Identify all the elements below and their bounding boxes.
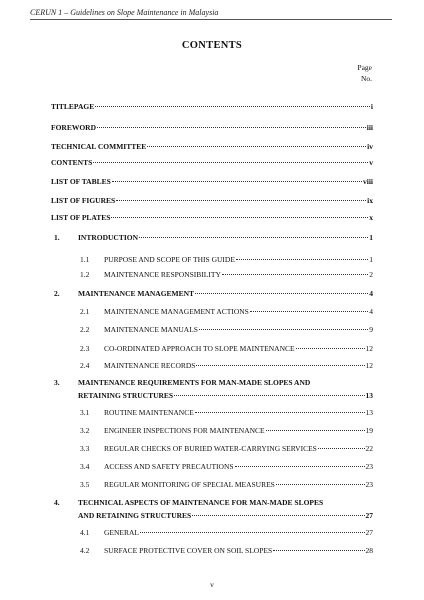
toc-entry-line1: TECHNICAL ASPECTS OF MAINTENANCE FOR MAN-MADE SLOPES [78, 498, 324, 507]
toc-entry-engineer-inspections[interactable]: ENGINEER INSPECTIONS FOR MAINTENANCE 19 [104, 426, 373, 435]
toc-entry-regular-checks[interactable]: REGULAR CHECKS OF BURIED WATER-CARRYING SERVICES 22 [104, 444, 373, 453]
section-number: 3. [54, 378, 60, 387]
section-number: 2.3 [80, 344, 90, 353]
page-title: CONTENTS [181, 40, 243, 51]
toc-entry-foreword[interactable]: FOREWORD iii [51, 123, 373, 132]
page-number-column-heading: Page No. [357, 63, 372, 83]
section-number: 1. [54, 233, 60, 242]
toc-entry-maintenance-manuals[interactable]: MAINTENANCE MANUALS 9 [104, 325, 373, 334]
section-number: 2.4 [80, 361, 90, 370]
toc-entry-surface-protective-cover[interactable]: SURFACE PROTECTIVE COVER ON SOIL SLOPES 28 [104, 546, 373, 555]
toc-entry-maintenance-management-actions[interactable]: MAINTENANCE MANAGEMENT ACTIONS 4 [104, 307, 373, 316]
toc-entry-introduction[interactable]: INTRODUCTION 1 [78, 233, 373, 242]
section-number: 2.1 [80, 307, 90, 316]
section-number: 3.5 [80, 480, 90, 489]
toc-entry-maintenance-management[interactable]: MAINTENANCE MANAGEMENT 4 [78, 289, 373, 298]
toc-entry-titlepage[interactable]: TITLEPAGE i [51, 102, 373, 111]
toc-entry-maintenance-requirements[interactable]: RETAINING STRUCTURES 13 [78, 391, 373, 400]
section-number: 3.2 [80, 426, 90, 435]
section-number: 1.2 [80, 270, 90, 279]
section-number: 3.4 [80, 462, 90, 471]
toc-entry-purpose-and-scope[interactable]: PURPOSE AND SCOPE OF THIS GUIDE 1 [104, 255, 373, 264]
toc-entry-list-of-tables[interactable]: LIST OF TABLES viii [51, 177, 373, 186]
toc-entry-list-of-figures[interactable]: LIST OF FIGURES ix [51, 196, 373, 205]
toc-entry-coordinated-approach[interactable]: CO-ORDINATED APPROACH TO SLOPE MAINTENANCE 12 [104, 344, 373, 353]
toc-entry-list-of-plates[interactable]: LIST OF PLATES x [51, 213, 373, 222]
toc-entry-general[interactable]: GENERAL 27 [104, 528, 373, 537]
section-number: 4. [54, 498, 60, 507]
section-number: 4.2 [80, 546, 90, 555]
section-number: 4.1 [80, 528, 90, 537]
section-number: 2. [54, 289, 60, 298]
toc-entry-maintenance-responsibility[interactable]: MAINTENANCE RESPONSIBILITY 2 [104, 270, 373, 279]
toc-entry-routine-maintenance[interactable]: ROUTINE MAINTENANCE 13 [104, 408, 373, 417]
toc-entry-technical-committee[interactable]: TECHNICAL COMMITTEE iv [51, 142, 373, 151]
section-number: 1.1 [80, 255, 90, 264]
page-number-footer: v [210, 580, 214, 589]
running-header: CERUN 1 – Guidelines on Slope Maintenance in Malaysia [30, 8, 392, 20]
toc-entry-contents[interactable]: CONTENTS v [51, 158, 373, 167]
toc-entry-access-and-safety[interactable]: ACCESS AND SAFETY PRECAUTIONS 23 [104, 462, 373, 471]
toc-entry-maintenance-records[interactable]: MAINTENANCE RECORDS 12 [104, 361, 373, 370]
toc-entry-technical-aspects[interactable]: AND RETAINING STRUCTURES 27 [78, 511, 373, 520]
toc-entry-line1: MAINTENANCE REQUIREMENTS FOR MAN-MADE SLOPES AND [78, 378, 311, 387]
toc-entry-regular-monitoring[interactable]: REGULAR MONITORING OF SPECIAL MEASURES 23 [104, 480, 373, 489]
section-number: 2.2 [80, 325, 90, 334]
section-number: 3.1 [80, 408, 90, 417]
section-number: 3.3 [80, 444, 90, 453]
